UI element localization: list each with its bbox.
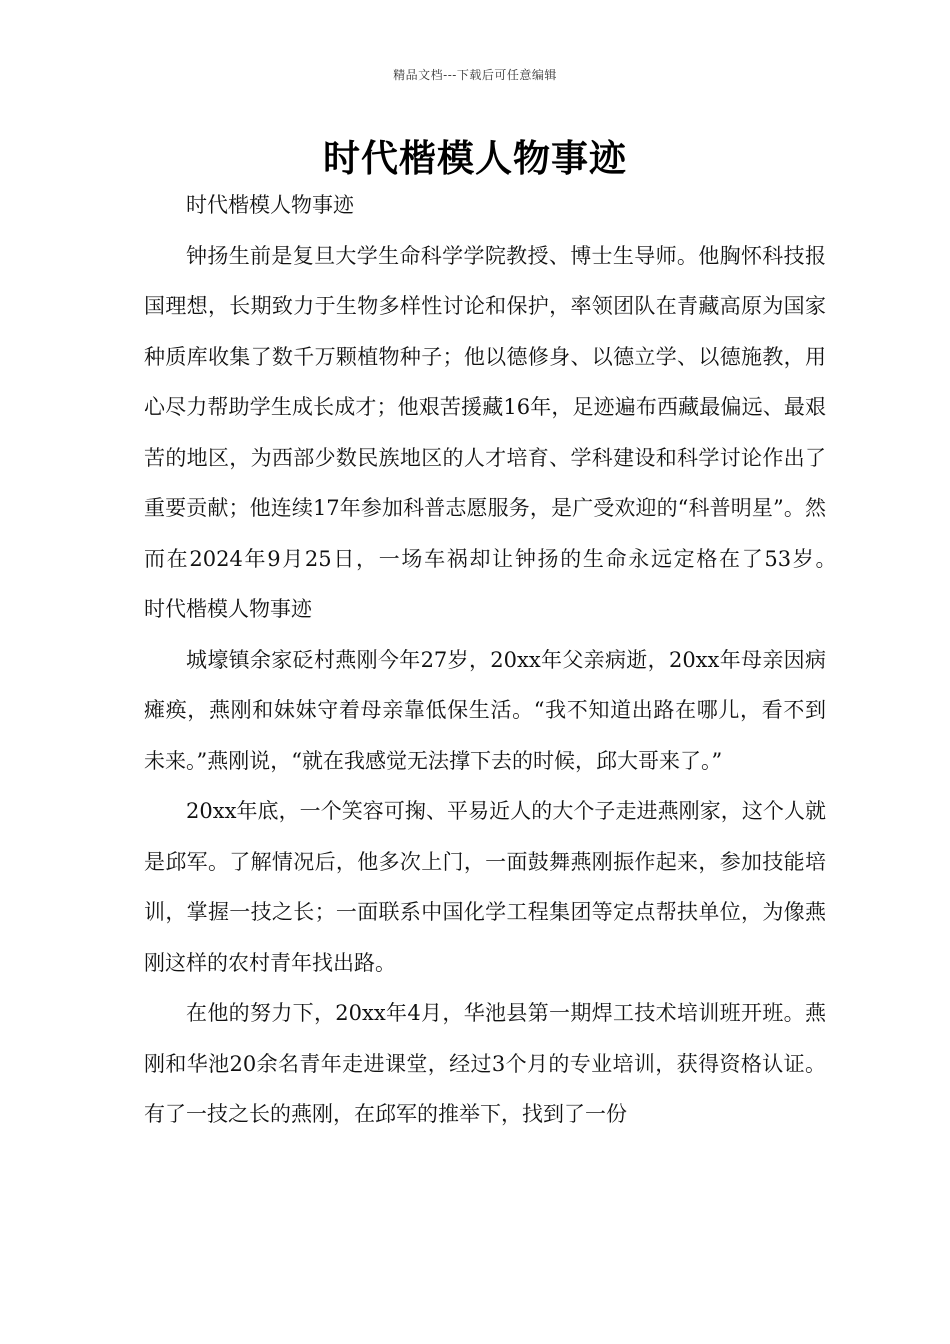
document-body xyxy=(144,180,868,1140)
paragraph-4: 在他的努力下，20xx年4月，华池县第一期焊工技术培训班开班。燕刚和华池20余名青年走进课堂，经过3个月的专业培训，获得资格认证。有了一技之长的燕刚，在邱军的推举下，找到了一份 xyxy=(144,1001,826,1126)
document-title: 时代楷模人物事迹 xyxy=(323,136,627,180)
document-subtitle: 时代楷模人物事迹 xyxy=(186,193,354,217)
page-header: 精品文档---下载后可任意编辑 xyxy=(393,68,557,82)
paragraph-3: 20xx年底，一个笑容可掬、平易近人的大个子走进燕刚家，这个人就是邱军。了解情况后，他多次上门，一面鼓舞燕刚振作起来，参加技能培训，掌握一技之长；一面联系中国化学工程集团等定点帮扶单位，为像燕刚这样的农村青年找出路。 xyxy=(144,799,826,975)
paragraph-1: 钟扬生前是复旦大学生命科学学院教授、博士生导师。他胸怀科技报国理想，长期致力于生物多样性讨论和保护，率领团队在青藏高原为国家种质库收集了数千万颗植物种子；他以德修身、以德立学、以德施教，用心尽力帮助学生成长成才；他艰苦援藏16年，足迹遍布西藏最偏远、最艰苦的地区，为西部少数民族地区的人才培育、学科建设和科学讨论作出了重要贡献；他连续17年参加科普志愿服务，是广受欢迎的“科普明星”。然而在2024年9月25日，一场车祸却让钟扬的生命永远定格在了53岁。 时代楷模人物事迹 xyxy=(144,243,868,621)
paragraph-2: 城壕镇余家砭村燕刚今年27岁，20xx年父亲病逝，20xx年母亲因病瘫痪，燕刚和妹妹守着母亲靠低保生活。“我不知道出路在哪儿，看不到未来。”燕刚说，“就在我感觉无法撑下去的时候，邱大哥来了。” xyxy=(144,647,826,773)
